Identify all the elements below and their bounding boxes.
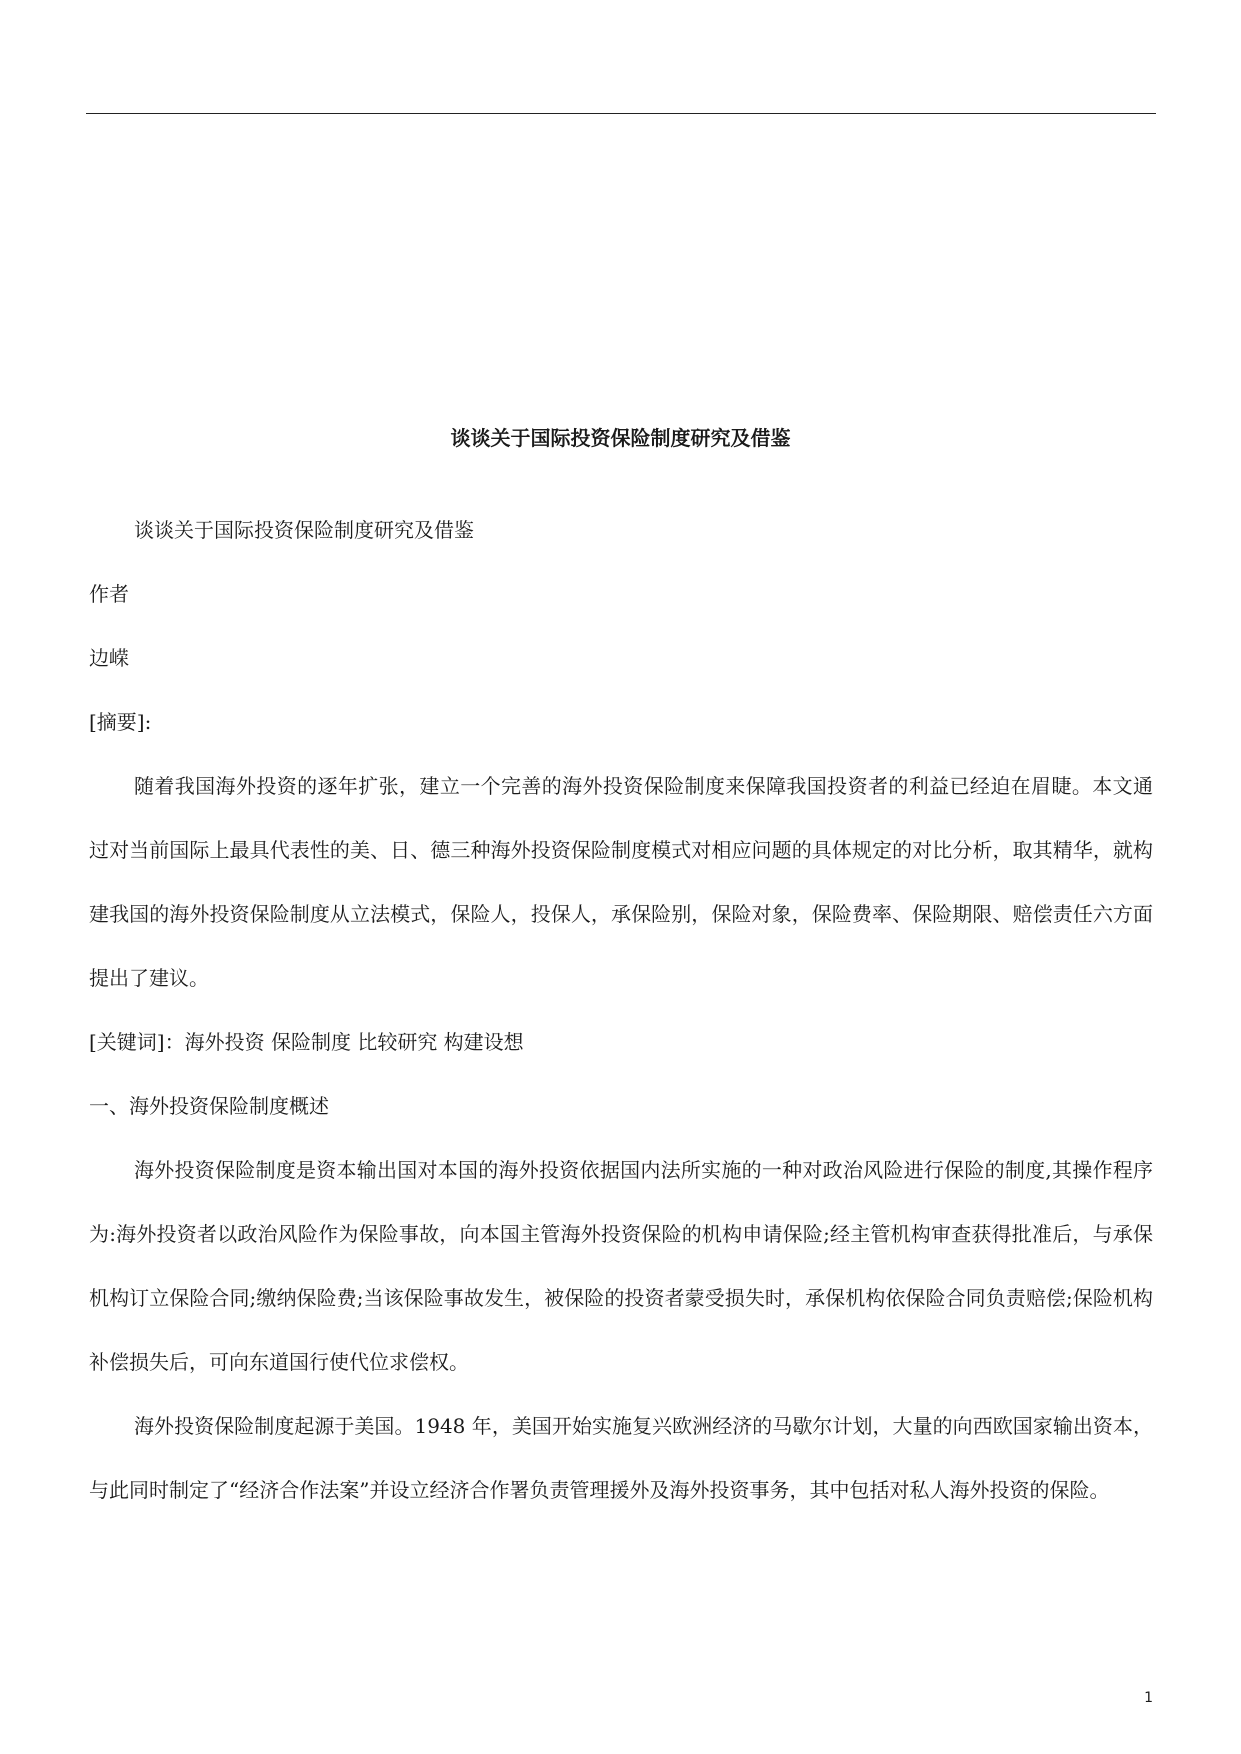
- body-paragraph: 海外投资保险制度起源于美国。1948 年，美国开始实施复兴欧洲经济的马歇尔计划，大量的向西欧国家输出资本，与此同时制定了“经济合作法案”并设立经济合作署负责管理援外及海外投资事务，其中包括对私人海外投资的保险。: [89, 1414, 1153, 1502]
- header-rule: [86, 113, 1156, 114]
- keywords-paragraph: [关键词]：海外投资 保险制度 比较研究 构建设想: [89, 1030, 524, 1054]
- body-paragraph: 海外投资保险制度是资本输出国对本国的海外投资依据国内法所实施的一种对政治风险进行保险的制度,其操作程序为:海外投资者以政治风险作为保险事故，向本国主管海外投资保险的机构申请保险;经主管机构审查获得批准后，与承保机构订立保险合同;缴纳保险费;当该保险事故发生，被保险的投资者蒙受损失时，承保机构依保险合同负责赔偿;保险机构补偿损失后，可向东道国行使代位求偿权。: [89, 1158, 1153, 1374]
- abstract-paragraph: 随着我国海外投资的逐年扩张，建立一个完善的海外投资保险制度来保障我国投资者的利益已经迫在眉睫。本文通过对当前国际上最具代表性的美、日、德三种海外投资保险制度模式对相应问题的具体规定的对比分析，取其精华，就构建我国的海外投资保险制度从立法模式，保险人，投保人，承保险别，保险对象，保险费率、保险期限、赔偿责任六方面提出了建议。: [89, 774, 1153, 990]
- section-heading: 一、海外投资保险制度概述: [89, 1094, 329, 1118]
- abstract-label: [摘要]:: [89, 710, 152, 734]
- author-name: 边嵘: [89, 646, 129, 670]
- document-title: 谈谈关于国际投资保险制度研究及借鉴: [450, 426, 791, 450]
- subtitle-paragraph: 谈谈关于国际投资保险制度研究及借鉴: [134, 518, 474, 542]
- author-label: 作者: [89, 582, 129, 606]
- page-number: 1: [1144, 1690, 1153, 1706]
- document-body: [89, 514, 1153, 1522]
